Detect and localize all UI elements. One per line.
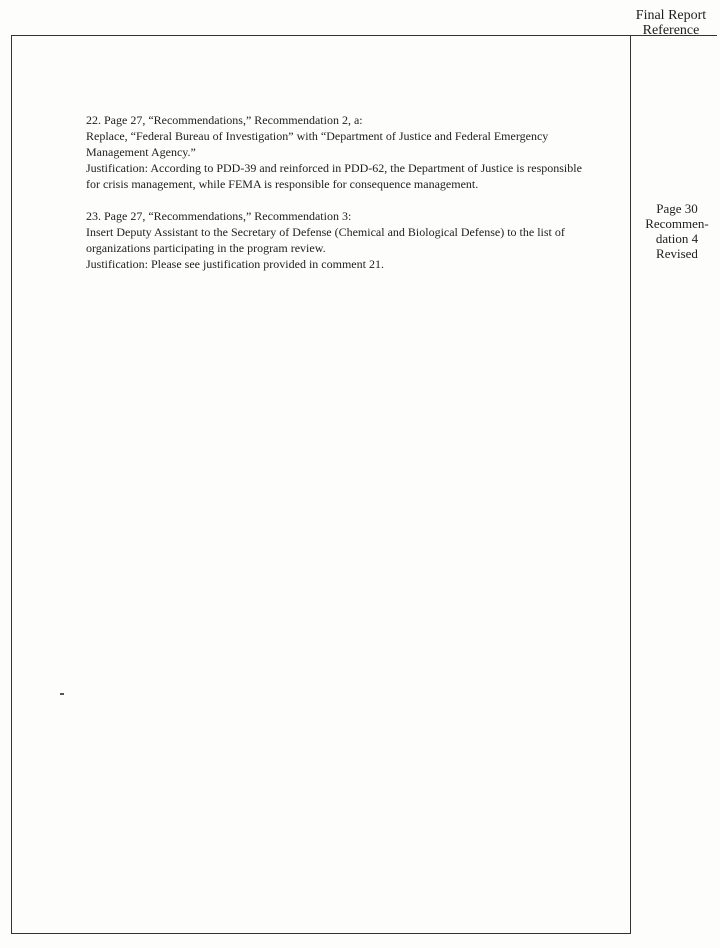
comment-body: Insert Deputy Assistant to the Secretary of Defense (Chemical and Biological Defense) to the list of organizations participating in the program review. xyxy=(86,225,565,255)
comment-body: Replace, “Federal Bureau of Investigation” with “Department of Justice and Federal Emergency Management Agency.” xyxy=(86,129,549,159)
margin-note-line-4: Revised xyxy=(656,246,698,261)
comments-section xyxy=(86,112,586,272)
comment-heading: 23. Page 27, “Recommendations,” Recommendation 3: xyxy=(86,209,352,223)
margin-note-line-1: Page 30 xyxy=(656,201,698,216)
margin-reference-note xyxy=(636,201,718,261)
comment-23 xyxy=(86,208,586,272)
margin-note-line-3: dation 4 xyxy=(655,231,699,246)
comment-heading: 22. Page 27, “Recommendations,” Recommendation 2, a: xyxy=(86,113,363,127)
final-report-reference-header xyxy=(624,8,718,38)
margin-note-line-2: Recommen- xyxy=(645,216,709,231)
comment-justification: Justification: According to PDD-39 and reinforced in PDD-62, the Department of Justice is responsible for crisis management, while FEMA is responsible for consequence management. xyxy=(86,161,582,191)
header-line-2: Reference xyxy=(642,23,700,38)
header-line-1: Final Report xyxy=(635,8,707,23)
scan-speck xyxy=(60,693,64,695)
comment-22 xyxy=(86,112,586,192)
comment-justification: Justification: Please see justification provided in comment 21. xyxy=(86,257,384,271)
header-rule xyxy=(631,35,717,36)
